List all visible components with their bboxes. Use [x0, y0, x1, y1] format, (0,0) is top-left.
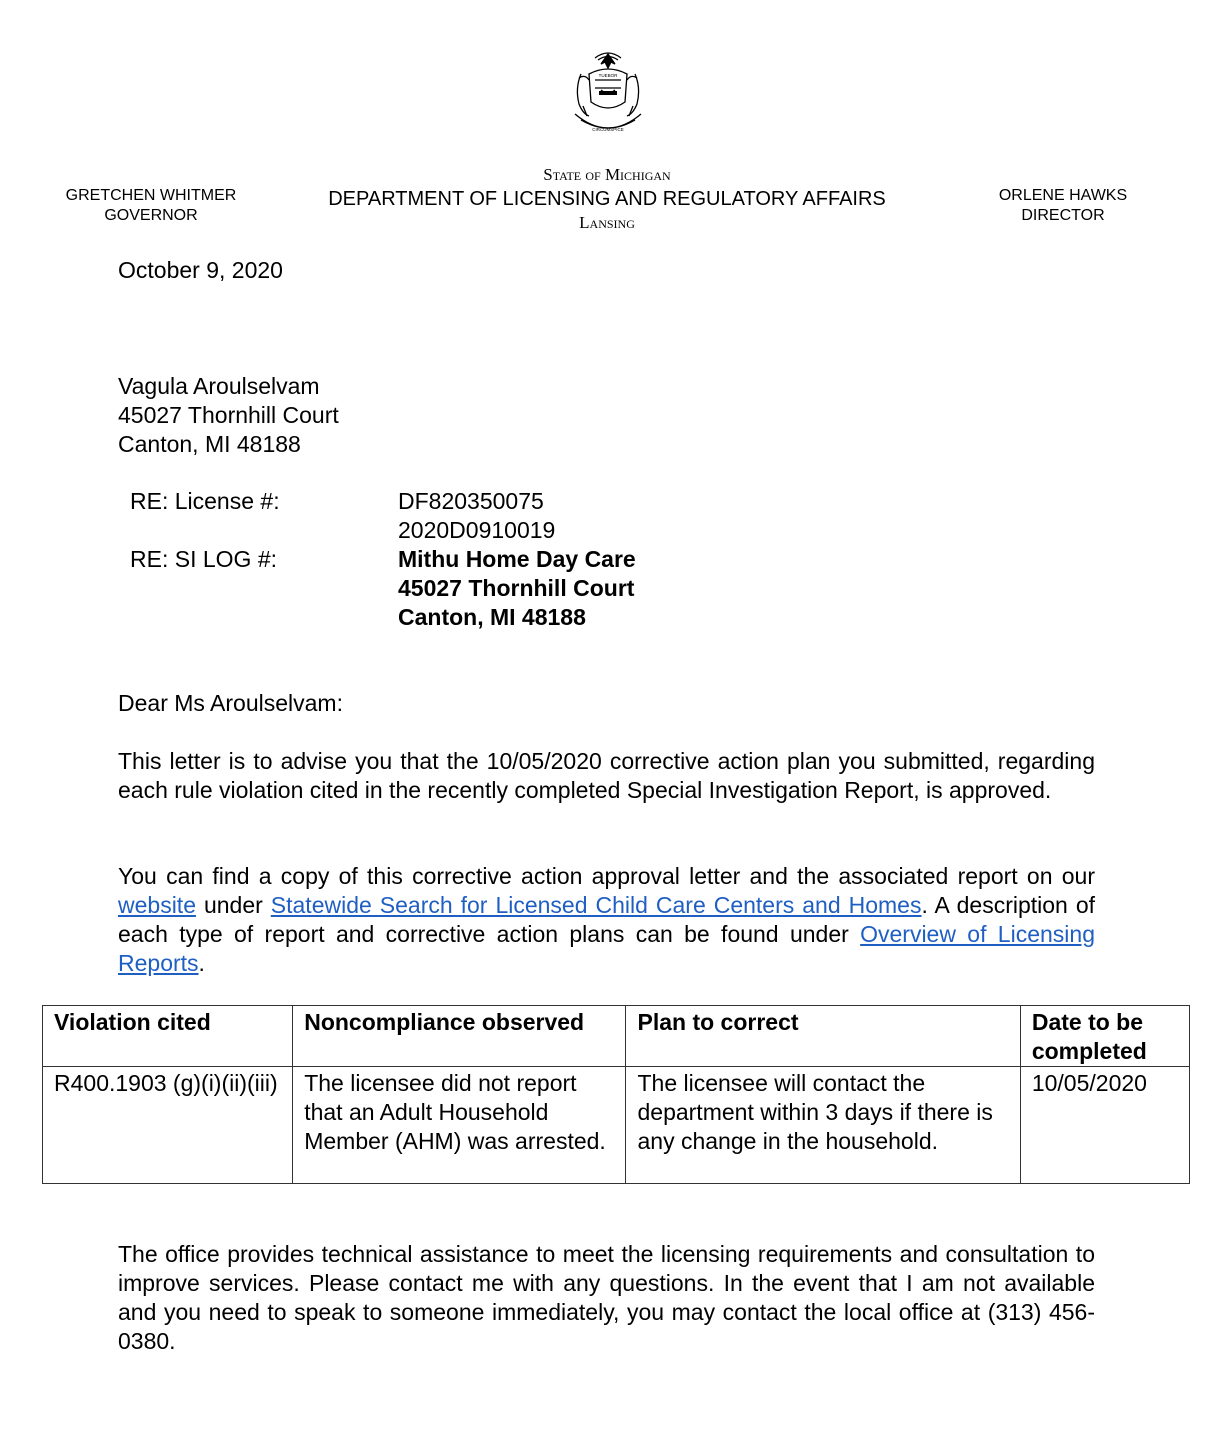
cell-violation: R400.1903 (g)(i)(ii)(iii)	[43, 1067, 293, 1184]
header-plan: Plan to correct	[626, 1006, 1020, 1067]
state-name: State of Michigan	[543, 165, 671, 184]
department-name: DEPARTMENT OF LICENSING AND REGULATORY AFFAIRS	[328, 188, 886, 210]
recipient-address	[118, 372, 339, 459]
table-row	[43, 1067, 1190, 1184]
violation-table	[42, 1005, 1190, 1184]
recipient-street: 45027 Thornhill Court	[118, 402, 339, 428]
header-noncompliance: Noncompliance observed	[293, 1006, 626, 1067]
approval-paragraph: This letter is to advise you that the 10/05/2020 corrective action plan you submitted, regarding each rule violation cited in the recently completed Special Investigation Report, is approved.	[118, 748, 1095, 803]
seal-motto-tuebor: TUEBOR	[598, 73, 618, 78]
overview-reports-link[interactable]: Overview of Licensing Reports	[118, 921, 1095, 976]
re-values	[398, 487, 636, 632]
table-header-row	[43, 1006, 1190, 1067]
cell-date: 10/05/2020	[1020, 1067, 1189, 1184]
p2-text-3: . A description of each type of report and corrective action plans can be found under	[118, 892, 1095, 947]
director-block	[982, 186, 1144, 226]
si-log-label: RE: SI LOG #:	[130, 546, 277, 572]
governor-block	[40, 186, 262, 226]
recipient-name: Vagula Aroulselvam	[118, 373, 320, 399]
report-location-paragraph	[118, 862, 1095, 978]
seal-motto-circumspice: CIRCUMSPICE	[592, 127, 624, 132]
si-log-number: 2020D0910019	[398, 517, 556, 543]
cell-plan: The licensee will contact the department within 3 days if there is any change in the household.	[626, 1067, 1020, 1184]
assistance-paragraph: The office provides technical assistance to meet the licensing requirements and consultation to improve services. Please contact me with any questions. In the event that I am not available and you need to speak to someone immediately, you may contact the local office at (313) 456-0380.	[118, 1241, 1095, 1354]
p2-text-2: under	[195, 892, 271, 918]
michigan-seal-icon	[565, 44, 651, 142]
facility-city: Canton, MI 48188	[398, 604, 586, 630]
state-seal	[565, 44, 651, 142]
facility-name: Mithu Home Day Care	[398, 546, 636, 572]
website-link[interactable]: website	[118, 892, 196, 918]
recipient-city: Canton, MI 48188	[118, 431, 301, 457]
header-violation-cited: Violation cited	[43, 1006, 293, 1067]
letter-date: October 9, 2020	[118, 257, 283, 283]
p2-text-4: .	[198, 950, 205, 976]
license-label: RE: License #:	[130, 488, 280, 514]
department-city: Lansing	[579, 213, 635, 232]
re-labels	[130, 487, 280, 574]
facility-street: 45027 Thornhill Court	[398, 575, 635, 601]
director-title: DIRECTOR	[1021, 207, 1105, 224]
statewide-search-link[interactable]: Statewide Search for Licensed Child Care Centers and Homes	[270, 892, 922, 918]
salutation: Dear Ms Aroulselvam:	[118, 690, 343, 716]
header-date: Date to be completed	[1020, 1006, 1189, 1067]
license-number: DF820350075	[398, 488, 544, 514]
director-name: ORLENE HAWKS	[998, 187, 1128, 204]
cell-noncompliance: The licensee did not report that an Adult Household Member (AHM) was arrested.	[293, 1067, 626, 1184]
p2-text-1: You can find a copy of this corrective action approval letter and the associated report on our	[118, 863, 1095, 889]
governor-title: GOVERNOR	[104, 207, 198, 224]
governor-name: GRETCHEN WHITMER	[65, 187, 237, 204]
department-block	[290, 164, 924, 234]
